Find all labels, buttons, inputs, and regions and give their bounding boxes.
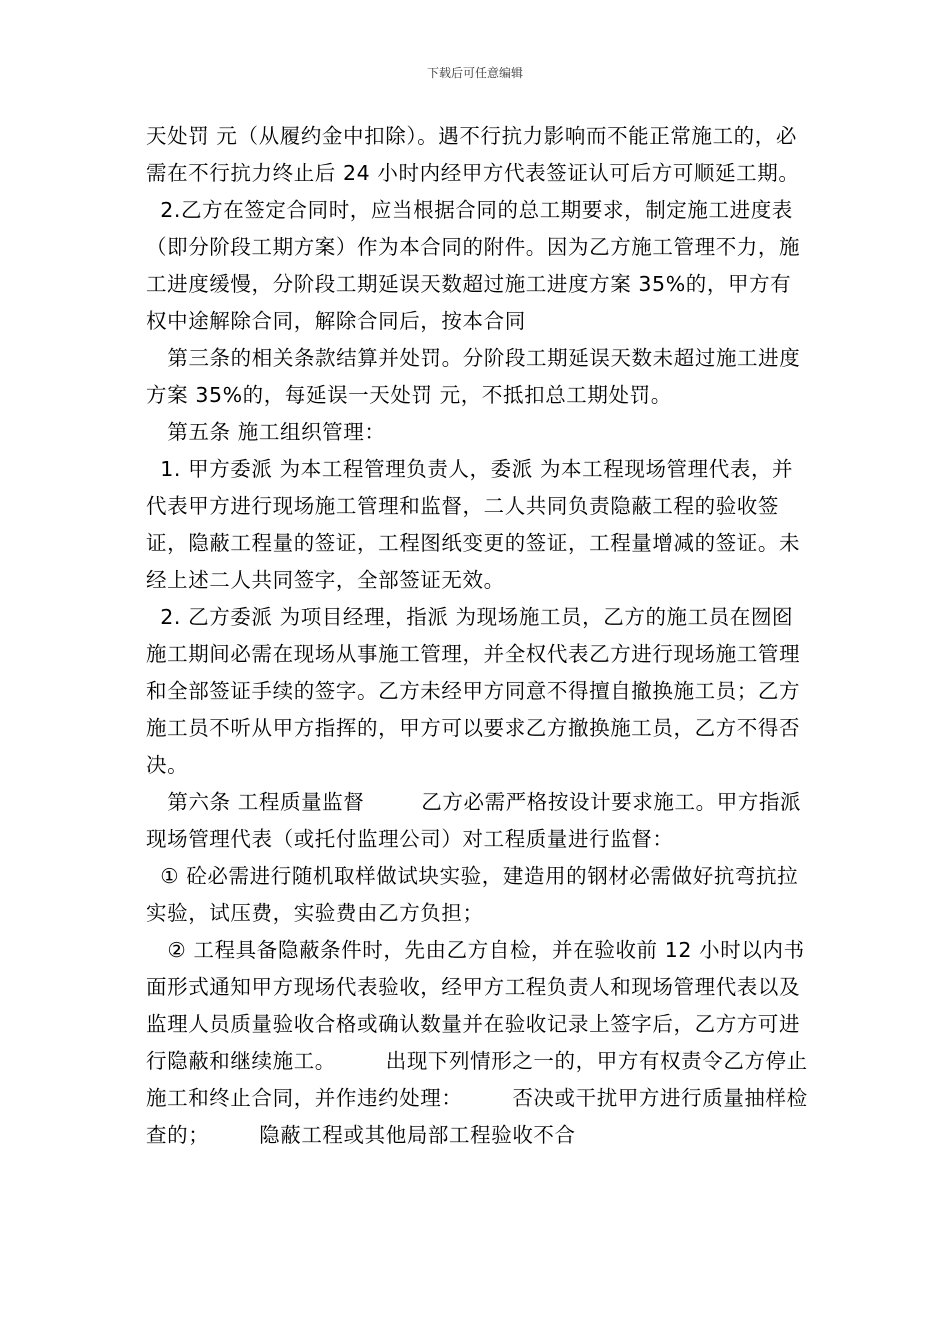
paragraph-article-6-quality: 第六条 工程质量监督 乙方必需严格按设计要求施工。甲方指派现场管理代表（或托付监理公司）对工程质量进行监督： xyxy=(146,790,802,851)
paragraph-article-6-item-2: ② 工程具备隐蔽条件时，先由乙方自检，并在验收前 12 小时以内书面形式通知甲方现场代表验收，经甲方工程负责人和现场管理代表以及监理人员质量验收合格或确认数量并在验收记录上签字后，乙方方可进行隐蔽和继续施工。 出现下列情形之一的，甲方有权责令乙方停止施工和终止合同，并作违约处理： 否决或干扰甲方进行质量抽样检查的； 隐蔽工程或其他局部工程验收不合 xyxy=(146,938,808,1147)
heading-article-5: 第五条 施工组织管理： xyxy=(146,420,386,444)
page-header: 下载后可任意编辑 xyxy=(426,66,523,80)
paragraph-article-5-item-2: 2. 乙方委派 为项目经理，指派 为现场施工员，乙方的施工员在囫囵施工期间必需在现场从事施工管理，并全权代表乙方进行现场施工管理和全部签证手续的签字。乙方未经甲方同意不得擅自撤换施工员；乙方施工员不听从甲方指挥的，甲方可以要求乙方撤换施工员，乙方不得否决。 xyxy=(146,605,801,777)
paragraph-article-5-item-1: 1. 甲方委派 为本工程管理负责人，委派 为本工程现场管理代表，并代表甲方进行现场施工管理和监督，二人共同负责隐蔽工程的验收签证，隐蔽工程量的签证，工程图纸变更的签证，工程量增减的签证。未经上述二人共同签字，全部签证无效。 xyxy=(146,457,801,592)
paragraph-article-6-item-1: ① 砼必需进行随机取样做试块实验，建造用的钢材必需做好抗弯抗拉实验，试压费，实验费由乙方负担； xyxy=(146,864,799,925)
paragraph-article-3-settlement: 第三条的相关条款结算并处罚。分阶段工期延误天数未超过施工进度方案 35%的，每延误一天处罚 元，不抵扣总工期处罚。 xyxy=(146,346,801,407)
document-body xyxy=(146,118,812,1154)
paragraph-penalty-continuation: 天处罚 元（从履约金中扣除）。遇不行抗力影响而不能正常施工的，必需在不行抗力终止后 24 小时内经甲方代表签证认可后方可顺延工期。 xyxy=(146,124,800,185)
paragraph-clause-2-schedule: 2.乙方在签定合同时，应当根据合同的总工期要求，制定施工进度表（即分阶段工期方案）作为本合同的附件。因为乙方施工管理不力，施工进度缓慢，分阶段工期延误天数超过施工进度方案 35%的，甲方有权中途解除合同，解除合同后，按本合同 xyxy=(146,198,801,333)
